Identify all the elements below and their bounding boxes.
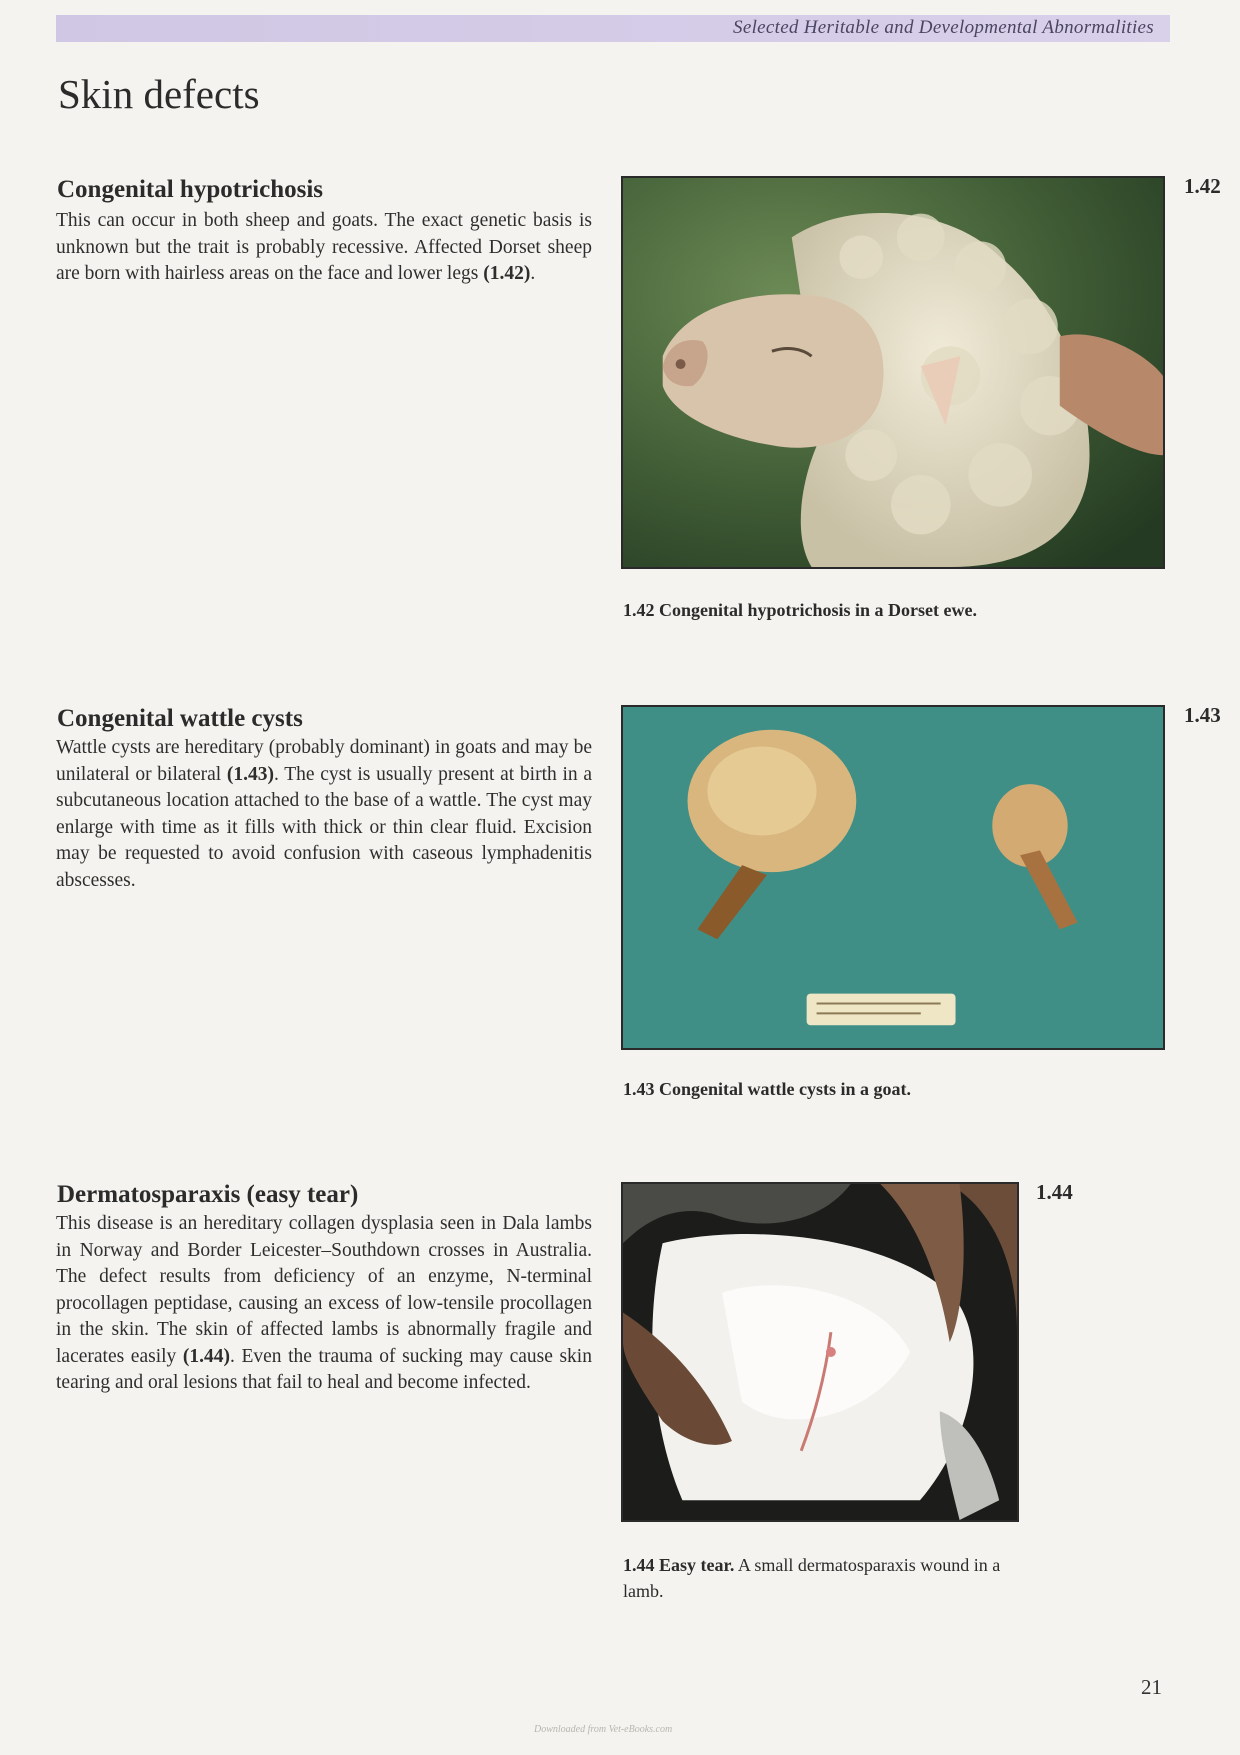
figure-reference: (1.42) bbox=[483, 263, 531, 284]
entry-body-dermatosparaxis bbox=[56, 1211, 592, 1397]
figure-caption bbox=[623, 1076, 1163, 1102]
figure-photo-wattle-cysts bbox=[621, 705, 1165, 1050]
entry-title-hypotrichosis: Congenital hypotrichosis bbox=[57, 176, 324, 203]
easy-tear-photo bbox=[623, 1184, 1017, 1520]
wattle-cysts-photo bbox=[623, 707, 1163, 1048]
figure-photo-easy-tear bbox=[621, 1182, 1019, 1522]
body-text: . Even the trauma of sucking may cause skin tearing and oral lesions that fail to heal and become infected. bbox=[56, 1345, 592, 1393]
figure-caption bbox=[623, 1552, 1023, 1604]
body-text: This can occur in both sheep and goats. The exact genetic basis is unknown but the trait is probably recessive. Affected Dorset sheep are born with hairless areas on the face and lower legs bbox=[56, 210, 592, 284]
caption-bold: 1.44 Easy tear. bbox=[623, 1555, 735, 1575]
body-text: This disease is an hereditary collagen dysplasia seen in Dala lambs in Norway and Border Leicester–Southdown crosses in Australia. The defect results from deficiency of an enzyme, N-terminal procollagen peptidase, causing an excess of low-tensile procollagen in the skin. The skin of affected lambs is abnormally fragile and lacerates easily bbox=[56, 1213, 592, 1367]
body-text: . bbox=[530, 263, 536, 284]
entry-title-wattle-cysts: Congenital wattle cysts bbox=[57, 705, 303, 732]
caption-bold: 1.42 Congenital hypotrichosis in a Dorset ewe. bbox=[623, 600, 977, 620]
entry-body-hypotrichosis bbox=[56, 208, 592, 288]
body-text: Wattle cysts are hereditary (probably dominant) in goats and may be unilateral or bilateral bbox=[56, 737, 592, 785]
entry-body-wattle-cysts bbox=[56, 735, 592, 894]
figure-number: 1.43 bbox=[1184, 703, 1221, 727]
page-number: 21 bbox=[1141, 1675, 1162, 1699]
entry-title-dermatosparaxis: Dermatosparaxis (easy tear) bbox=[57, 1181, 359, 1208]
caption-text: A small dermatosparaxis wound in a lamb. bbox=[623, 1555, 1001, 1601]
footer-credit: Downloaded from Vet-eBooks.com bbox=[534, 1724, 673, 1735]
caption-bold: 1.43 Congenital wattle cysts in a goat. bbox=[623, 1079, 911, 1099]
dorset-ewe-photo bbox=[623, 178, 1163, 567]
figure-number: 1.44 bbox=[1036, 1180, 1073, 1204]
figure-number: 1.42 bbox=[1184, 174, 1221, 198]
figure-caption bbox=[623, 597, 1163, 623]
section-title: Skin defects bbox=[58, 71, 260, 117]
body-text: . The cyst is usually present at birth in a subcutaneous location attached to the base of a wattle. The cyst may enlarge with time as it fills with thick or thin clear fluid. Excision may be requested to avoid confusion with caseous lymphadenitis abscesses. bbox=[56, 763, 592, 891]
figure-photo-sheep bbox=[621, 176, 1165, 569]
figure-reference: (1.43) bbox=[226, 763, 274, 785]
running-head: Selected Heritable and Developmental Abnormalities bbox=[733, 17, 1154, 38]
figure-reference: (1.44) bbox=[182, 1345, 230, 1367]
